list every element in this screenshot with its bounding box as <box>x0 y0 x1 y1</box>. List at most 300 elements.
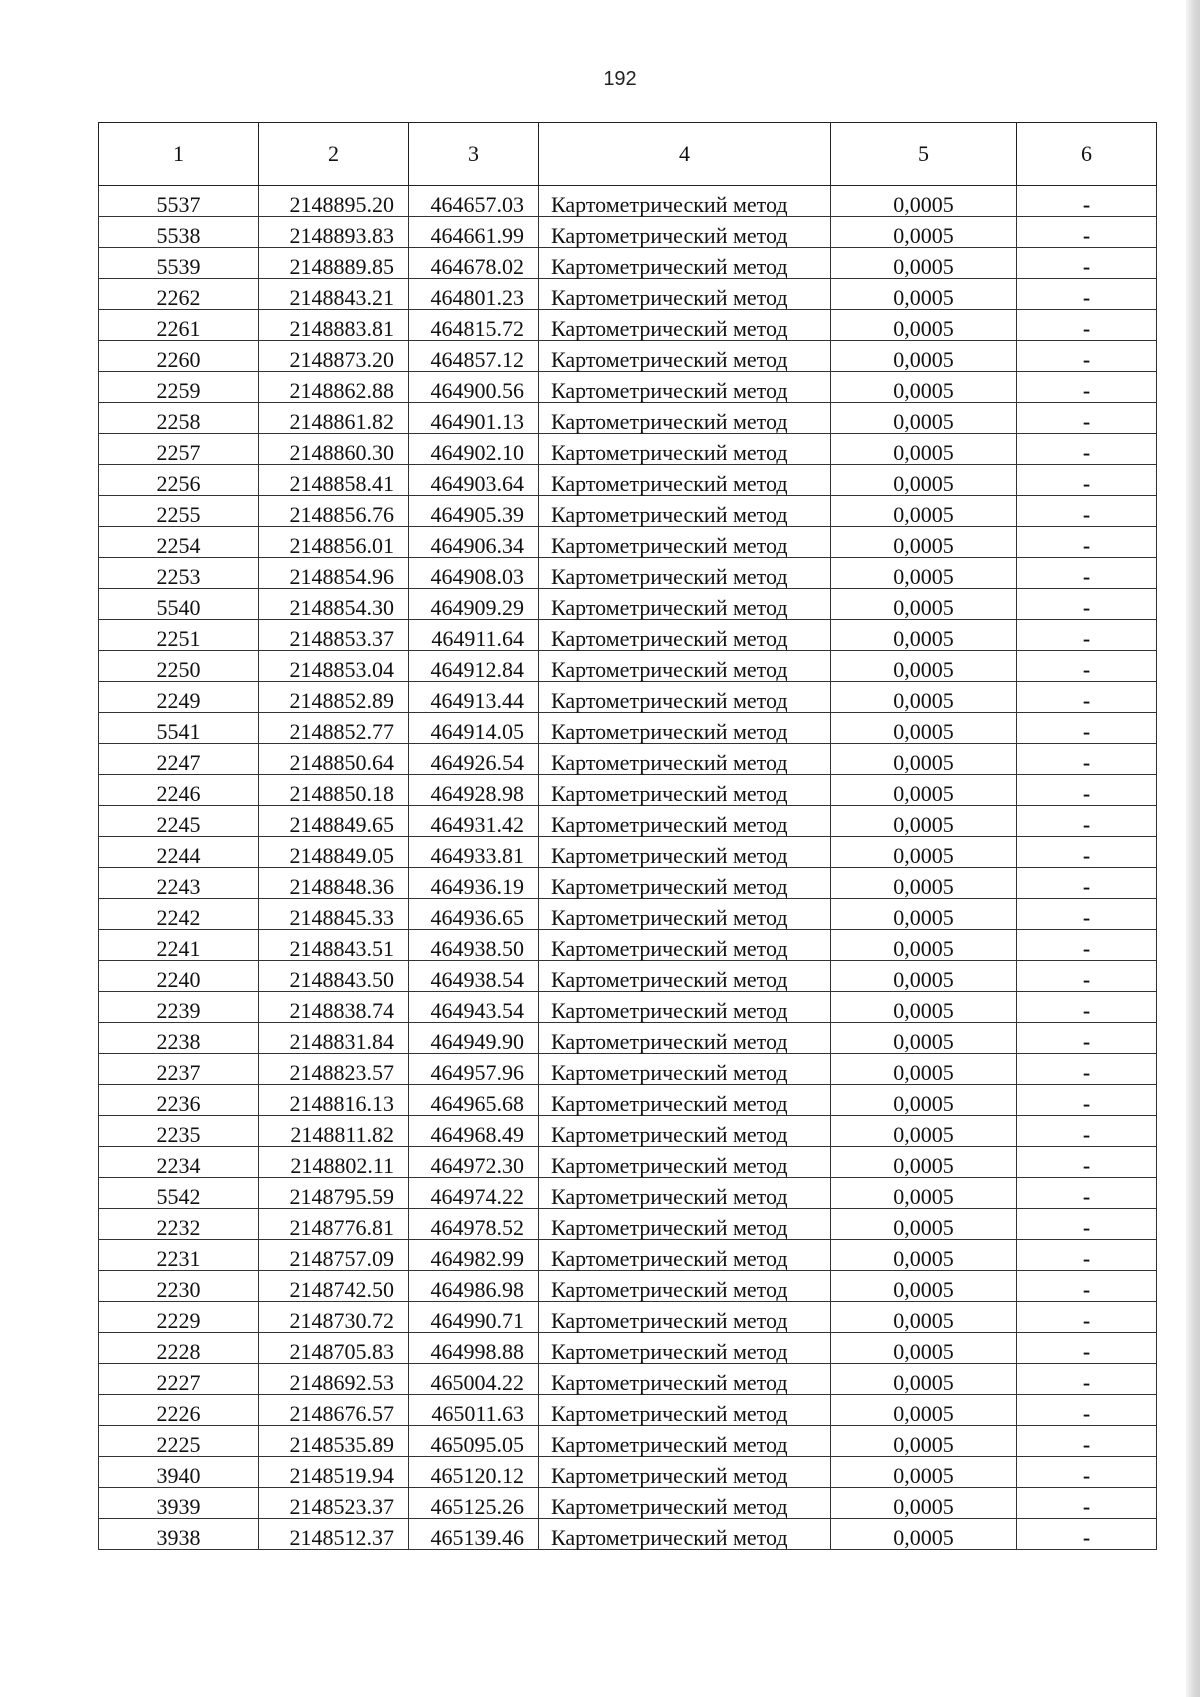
note-cell: - <box>1017 372 1157 403</box>
method-cell: Картометрический метод <box>539 341 831 372</box>
method-cell: Картометрический метод <box>539 992 831 1023</box>
point-number-cell: 2229 <box>99 1302 259 1333</box>
table-row <box>99 372 1157 403</box>
x-coordinate-cell: 2148854.96 <box>259 558 409 589</box>
accuracy-cell: 0,0005 <box>831 1085 1017 1116</box>
point-number-cell: 2225 <box>99 1426 259 1457</box>
accuracy-cell: 0,0005 <box>831 1519 1017 1550</box>
y-coordinate-cell: 464936.65 <box>409 899 539 930</box>
method-cell: Картометрический метод <box>539 1209 831 1240</box>
x-coordinate-cell: 2148742.50 <box>259 1271 409 1302</box>
table-row <box>99 403 1157 434</box>
note-cell: - <box>1017 1519 1157 1550</box>
note-cell: - <box>1017 1240 1157 1271</box>
note-cell: - <box>1017 1333 1157 1364</box>
accuracy-cell: 0,0005 <box>831 465 1017 496</box>
point-number-cell: 2232 <box>99 1209 259 1240</box>
table-row <box>99 1302 1157 1333</box>
note-cell: - <box>1017 1054 1157 1085</box>
method-cell: Картометрический метод <box>539 868 831 899</box>
note-cell: - <box>1017 1302 1157 1333</box>
point-number-cell: 2262 <box>99 279 259 310</box>
table-row <box>99 1240 1157 1271</box>
x-coordinate-cell: 2148893.83 <box>259 217 409 248</box>
note-cell: - <box>1017 837 1157 868</box>
table-row <box>99 465 1157 496</box>
table-row <box>99 775 1157 806</box>
y-coordinate-cell: 464936.19 <box>409 868 539 899</box>
table-row <box>99 1178 1157 1209</box>
method-cell: Картометрический метод <box>539 1488 831 1519</box>
y-coordinate-cell: 465011.63 <box>409 1395 539 1426</box>
accuracy-cell: 0,0005 <box>831 372 1017 403</box>
point-number-cell: 2236 <box>99 1085 259 1116</box>
y-coordinate-cell: 464957.96 <box>409 1054 539 1085</box>
y-coordinate-cell: 464908.03 <box>409 558 539 589</box>
accuracy-cell: 0,0005 <box>831 868 1017 899</box>
table-row <box>99 1333 1157 1364</box>
y-coordinate-cell: 464657.03 <box>409 186 539 217</box>
x-coordinate-cell: 2148823.57 <box>259 1054 409 1085</box>
note-cell: - <box>1017 1364 1157 1395</box>
accuracy-cell: 0,0005 <box>831 1116 1017 1147</box>
x-coordinate-cell: 2148843.50 <box>259 961 409 992</box>
x-coordinate-cell: 2148676.57 <box>259 1395 409 1426</box>
y-coordinate-cell: 464990.71 <box>409 1302 539 1333</box>
x-coordinate-cell: 2148523.37 <box>259 1488 409 1519</box>
point-number-cell: 5542 <box>99 1178 259 1209</box>
table-row <box>99 620 1157 651</box>
method-cell: Картометрический метод <box>539 1023 831 1054</box>
method-cell: Картометрический метод <box>539 899 831 930</box>
header-row <box>99 123 1157 186</box>
point-number-cell: 2261 <box>99 310 259 341</box>
y-coordinate-cell: 464998.88 <box>409 1333 539 1364</box>
point-number-cell: 2245 <box>99 806 259 837</box>
method-cell: Картометрический метод <box>539 403 831 434</box>
point-number-cell: 2247 <box>99 744 259 775</box>
y-coordinate-cell: 464938.54 <box>409 961 539 992</box>
x-coordinate-cell: 2148873.20 <box>259 341 409 372</box>
accuracy-cell: 0,0005 <box>831 713 1017 744</box>
y-coordinate-cell: 464938.50 <box>409 930 539 961</box>
point-number-cell: 2253 <box>99 558 259 589</box>
table-row <box>99 1519 1157 1550</box>
method-cell: Картометрический метод <box>539 589 831 620</box>
method-cell: Картометрический метод <box>539 279 831 310</box>
note-cell: - <box>1017 279 1157 310</box>
table-row <box>99 1054 1157 1085</box>
point-number-cell: 2255 <box>99 496 259 527</box>
table-row <box>99 310 1157 341</box>
x-coordinate-cell: 2148862.88 <box>259 372 409 403</box>
point-number-cell: 2250 <box>99 651 259 682</box>
y-coordinate-cell: 464943.54 <box>409 992 539 1023</box>
note-cell: - <box>1017 558 1157 589</box>
note-cell: - <box>1017 1271 1157 1302</box>
method-cell: Картометрический метод <box>539 1147 831 1178</box>
x-coordinate-cell: 2148795.59 <box>259 1178 409 1209</box>
y-coordinate-cell: 465004.22 <box>409 1364 539 1395</box>
note-cell: - <box>1017 341 1157 372</box>
method-cell: Картометрический метод <box>539 1302 831 1333</box>
y-coordinate-cell: 464912.84 <box>409 651 539 682</box>
y-coordinate-cell: 464801.23 <box>409 279 539 310</box>
method-cell: Картометрический метод <box>539 465 831 496</box>
table-row <box>99 1488 1157 1519</box>
point-number-cell: 2242 <box>99 899 259 930</box>
x-coordinate-cell: 2148852.77 <box>259 713 409 744</box>
accuracy-cell: 0,0005 <box>831 279 1017 310</box>
note-cell: - <box>1017 434 1157 465</box>
method-cell: Картометрический метод <box>539 434 831 465</box>
accuracy-cell: 0,0005 <box>831 186 1017 217</box>
table-row <box>99 651 1157 682</box>
point-number-cell: 3940 <box>99 1457 259 1488</box>
x-coordinate-cell: 2148858.41 <box>259 465 409 496</box>
method-cell: Картометрический метод <box>539 775 831 806</box>
note-cell: - <box>1017 248 1157 279</box>
method-cell: Картометрический метод <box>539 1364 831 1395</box>
point-number-cell: 3938 <box>99 1519 259 1550</box>
x-coordinate-cell: 2148705.83 <box>259 1333 409 1364</box>
x-coordinate-cell: 2148757.09 <box>259 1240 409 1271</box>
accuracy-cell: 0,0005 <box>831 1395 1017 1426</box>
table-row <box>99 1426 1157 1457</box>
accuracy-cell: 0,0005 <box>831 651 1017 682</box>
method-cell: Картометрический метод <box>539 1271 831 1302</box>
x-coordinate-cell: 2148512.37 <box>259 1519 409 1550</box>
y-coordinate-cell: 464903.64 <box>409 465 539 496</box>
note-cell: - <box>1017 1023 1157 1054</box>
note-cell: - <box>1017 186 1157 217</box>
accuracy-cell: 0,0005 <box>831 403 1017 434</box>
note-cell: - <box>1017 961 1157 992</box>
note-cell: - <box>1017 527 1157 558</box>
note-cell: - <box>1017 620 1157 651</box>
accuracy-cell: 0,0005 <box>831 558 1017 589</box>
note-cell: - <box>1017 1085 1157 1116</box>
point-number-cell: 2258 <box>99 403 259 434</box>
table-row <box>99 961 1157 992</box>
accuracy-cell: 0,0005 <box>831 434 1017 465</box>
x-coordinate-cell: 2148849.05 <box>259 837 409 868</box>
point-number-cell: 2249 <box>99 682 259 713</box>
table-row <box>99 527 1157 558</box>
point-number-cell: 2251 <box>99 620 259 651</box>
column-header-2: 2 <box>259 123 409 186</box>
x-coordinate-cell: 2148850.18 <box>259 775 409 806</box>
table-row <box>99 806 1157 837</box>
method-cell: Картометрический метод <box>539 837 831 868</box>
method-cell: Картометрический метод <box>539 806 831 837</box>
note-cell: - <box>1017 403 1157 434</box>
table-row <box>99 589 1157 620</box>
method-cell: Картометрический метод <box>539 1054 831 1085</box>
table-body <box>99 186 1157 1550</box>
note-cell: - <box>1017 1488 1157 1519</box>
y-coordinate-cell: 464949.90 <box>409 1023 539 1054</box>
method-cell: Картометрический метод <box>539 186 831 217</box>
accuracy-cell: 0,0005 <box>831 1488 1017 1519</box>
point-number-cell: 2227 <box>99 1364 259 1395</box>
point-number-cell: 5540 <box>99 589 259 620</box>
y-coordinate-cell: 464978.52 <box>409 1209 539 1240</box>
method-cell: Картометрический метод <box>539 1519 831 1550</box>
table-row <box>99 682 1157 713</box>
y-coordinate-cell: 464933.81 <box>409 837 539 868</box>
x-coordinate-cell: 2148845.33 <box>259 899 409 930</box>
table-row <box>99 434 1157 465</box>
table-row <box>99 558 1157 589</box>
accuracy-cell: 0,0005 <box>831 248 1017 279</box>
y-coordinate-cell: 465120.12 <box>409 1457 539 1488</box>
note-cell: - <box>1017 217 1157 248</box>
accuracy-cell: 0,0005 <box>831 775 1017 806</box>
table-row <box>99 930 1157 961</box>
y-coordinate-cell: 464678.02 <box>409 248 539 279</box>
accuracy-cell: 0,0005 <box>831 1240 1017 1271</box>
table-row <box>99 992 1157 1023</box>
x-coordinate-cell: 2148853.37 <box>259 620 409 651</box>
method-cell: Картометрический метод <box>539 1333 831 1364</box>
x-coordinate-cell: 2148519.94 <box>259 1457 409 1488</box>
x-coordinate-cell: 2148856.01 <box>259 527 409 558</box>
table-header <box>99 123 1157 186</box>
column-header-3: 3 <box>409 123 539 186</box>
x-coordinate-cell: 2148849.65 <box>259 806 409 837</box>
y-coordinate-cell: 464968.49 <box>409 1116 539 1147</box>
x-coordinate-cell: 2148853.04 <box>259 651 409 682</box>
column-header-1: 1 <box>99 123 259 186</box>
note-cell: - <box>1017 1116 1157 1147</box>
point-number-cell: 2238 <box>99 1023 259 1054</box>
table-row <box>99 1457 1157 1488</box>
point-number-cell: 2256 <box>99 465 259 496</box>
x-coordinate-cell: 2148535.89 <box>259 1426 409 1457</box>
y-coordinate-cell: 464909.29 <box>409 589 539 620</box>
note-cell: - <box>1017 930 1157 961</box>
accuracy-cell: 0,0005 <box>831 682 1017 713</box>
method-cell: Картометрический метод <box>539 1116 831 1147</box>
y-coordinate-cell: 464902.10 <box>409 434 539 465</box>
y-coordinate-cell: 464857.12 <box>409 341 539 372</box>
y-coordinate-cell: 464815.72 <box>409 310 539 341</box>
note-cell: - <box>1017 651 1157 682</box>
point-number-cell: 5541 <box>99 713 259 744</box>
x-coordinate-cell: 2148838.74 <box>259 992 409 1023</box>
accuracy-cell: 0,0005 <box>831 744 1017 775</box>
x-coordinate-cell: 2148860.30 <box>259 434 409 465</box>
page-number: 192 <box>603 68 637 90</box>
x-coordinate-cell: 2148692.53 <box>259 1364 409 1395</box>
accuracy-cell: 0,0005 <box>831 1023 1017 1054</box>
note-cell: - <box>1017 1457 1157 1488</box>
point-number-cell: 2235 <box>99 1116 259 1147</box>
x-coordinate-cell: 2148850.64 <box>259 744 409 775</box>
point-number-cell: 2259 <box>99 372 259 403</box>
accuracy-cell: 0,0005 <box>831 930 1017 961</box>
accuracy-cell: 0,0005 <box>831 217 1017 248</box>
accuracy-cell: 0,0005 <box>831 589 1017 620</box>
table-row <box>99 1271 1157 1302</box>
coordinates-table <box>98 122 1157 1550</box>
point-number-cell: 2228 <box>99 1333 259 1364</box>
x-coordinate-cell: 2148730.72 <box>259 1302 409 1333</box>
note-cell: - <box>1017 992 1157 1023</box>
method-cell: Картометрический метод <box>539 1426 831 1457</box>
x-coordinate-cell: 2148852.89 <box>259 682 409 713</box>
accuracy-cell: 0,0005 <box>831 899 1017 930</box>
y-coordinate-cell: 464986.98 <box>409 1271 539 1302</box>
accuracy-cell: 0,0005 <box>831 1178 1017 1209</box>
table-row <box>99 1085 1157 1116</box>
x-coordinate-cell: 2148802.11 <box>259 1147 409 1178</box>
method-cell: Картометрический метод <box>539 1395 831 1426</box>
column-header-4: 4 <box>539 123 831 186</box>
accuracy-cell: 0,0005 <box>831 1302 1017 1333</box>
table-row <box>99 341 1157 372</box>
column-header-6: 6 <box>1017 123 1157 186</box>
table-row <box>99 1209 1157 1240</box>
x-coordinate-cell: 2148883.81 <box>259 310 409 341</box>
x-coordinate-cell: 2148861.82 <box>259 403 409 434</box>
point-number-cell: 2234 <box>99 1147 259 1178</box>
method-cell: Картометрический метод <box>539 620 831 651</box>
y-coordinate-cell: 464965.68 <box>409 1085 539 1116</box>
method-cell: Картометрический метод <box>539 961 831 992</box>
note-cell: - <box>1017 806 1157 837</box>
accuracy-cell: 0,0005 <box>831 527 1017 558</box>
note-cell: - <box>1017 713 1157 744</box>
table-row <box>99 186 1157 217</box>
accuracy-cell: 0,0005 <box>831 1426 1017 1457</box>
point-number-cell: 5537 <box>99 186 259 217</box>
accuracy-cell: 0,0005 <box>831 992 1017 1023</box>
point-number-cell: 3939 <box>99 1488 259 1519</box>
y-coordinate-cell: 464900.56 <box>409 372 539 403</box>
method-cell: Картометрический метод <box>539 1457 831 1488</box>
y-coordinate-cell: 464926.54 <box>409 744 539 775</box>
note-cell: - <box>1017 682 1157 713</box>
method-cell: Картометрический метод <box>539 744 831 775</box>
accuracy-cell: 0,0005 <box>831 1457 1017 1488</box>
note-cell: - <box>1017 496 1157 527</box>
x-coordinate-cell: 2148889.85 <box>259 248 409 279</box>
y-coordinate-cell: 465125.26 <box>409 1488 539 1519</box>
y-coordinate-cell: 464901.13 <box>409 403 539 434</box>
table-row <box>99 217 1157 248</box>
method-cell: Картометрический метод <box>539 248 831 279</box>
point-number-cell: 5538 <box>99 217 259 248</box>
table-row <box>99 248 1157 279</box>
accuracy-cell: 0,0005 <box>831 961 1017 992</box>
y-coordinate-cell: 464931.42 <box>409 806 539 837</box>
point-number-cell: 2244 <box>99 837 259 868</box>
table-row <box>99 1023 1157 1054</box>
table-row <box>99 496 1157 527</box>
accuracy-cell: 0,0005 <box>831 620 1017 651</box>
note-cell: - <box>1017 1426 1157 1457</box>
point-number-cell: 2241 <box>99 930 259 961</box>
y-coordinate-cell: 464661.99 <box>409 217 539 248</box>
accuracy-cell: 0,0005 <box>831 496 1017 527</box>
x-coordinate-cell: 2148776.81 <box>259 1209 409 1240</box>
method-cell: Картометрический метод <box>539 1240 831 1271</box>
point-number-cell: 2237 <box>99 1054 259 1085</box>
method-cell: Картометрический метод <box>539 310 831 341</box>
method-cell: Картометрический метод <box>539 651 831 682</box>
point-number-cell: 2254 <box>99 527 259 558</box>
note-cell: - <box>1017 465 1157 496</box>
y-coordinate-cell: 465139.46 <box>409 1519 539 1550</box>
point-number-cell: 2257 <box>99 434 259 465</box>
scan-edge-shadow <box>1186 0 1200 1697</box>
note-cell: - <box>1017 1147 1157 1178</box>
method-cell: Картометрический метод <box>539 558 831 589</box>
y-coordinate-cell: 464928.98 <box>409 775 539 806</box>
table-row <box>99 279 1157 310</box>
column-header-5: 5 <box>831 123 1017 186</box>
x-coordinate-cell: 2148854.30 <box>259 589 409 620</box>
point-number-cell: 2226 <box>99 1395 259 1426</box>
table-row <box>99 1147 1157 1178</box>
method-cell: Картометрический метод <box>539 496 831 527</box>
note-cell: - <box>1017 868 1157 899</box>
y-coordinate-cell: 464914.05 <box>409 713 539 744</box>
x-coordinate-cell: 2148856.76 <box>259 496 409 527</box>
point-number-cell: 5539 <box>99 248 259 279</box>
y-coordinate-cell: 464906.34 <box>409 527 539 558</box>
point-number-cell: 2239 <box>99 992 259 1023</box>
x-coordinate-cell: 2148843.21 <box>259 279 409 310</box>
x-coordinate-cell: 2148895.20 <box>259 186 409 217</box>
table-row <box>99 837 1157 868</box>
accuracy-cell: 0,0005 <box>831 341 1017 372</box>
table-row <box>99 1395 1157 1426</box>
method-cell: Картометрический метод <box>539 930 831 961</box>
y-coordinate-cell: 464972.30 <box>409 1147 539 1178</box>
note-cell: - <box>1017 744 1157 775</box>
point-number-cell: 2240 <box>99 961 259 992</box>
accuracy-cell: 0,0005 <box>831 1147 1017 1178</box>
y-coordinate-cell: 464974.22 <box>409 1178 539 1209</box>
point-number-cell: 2260 <box>99 341 259 372</box>
x-coordinate-cell: 2148816.13 <box>259 1085 409 1116</box>
accuracy-cell: 0,0005 <box>831 837 1017 868</box>
y-coordinate-cell: 464913.44 <box>409 682 539 713</box>
y-coordinate-cell: 464982.99 <box>409 1240 539 1271</box>
method-cell: Картометрический метод <box>539 682 831 713</box>
y-coordinate-cell: 464905.39 <box>409 496 539 527</box>
table-row <box>99 1116 1157 1147</box>
accuracy-cell: 0,0005 <box>831 1209 1017 1240</box>
method-cell: Картометрический метод <box>539 1178 831 1209</box>
accuracy-cell: 0,0005 <box>831 1271 1017 1302</box>
point-number-cell: 2243 <box>99 868 259 899</box>
accuracy-cell: 0,0005 <box>831 1364 1017 1395</box>
table-row <box>99 899 1157 930</box>
point-number-cell: 2230 <box>99 1271 259 1302</box>
note-cell: - <box>1017 1178 1157 1209</box>
x-coordinate-cell: 2148848.36 <box>259 868 409 899</box>
x-coordinate-cell: 2148811.82 <box>259 1116 409 1147</box>
note-cell: - <box>1017 899 1157 930</box>
table-row <box>99 744 1157 775</box>
accuracy-cell: 0,0005 <box>831 1333 1017 1364</box>
method-cell: Картометрический метод <box>539 713 831 744</box>
table-row <box>99 868 1157 899</box>
